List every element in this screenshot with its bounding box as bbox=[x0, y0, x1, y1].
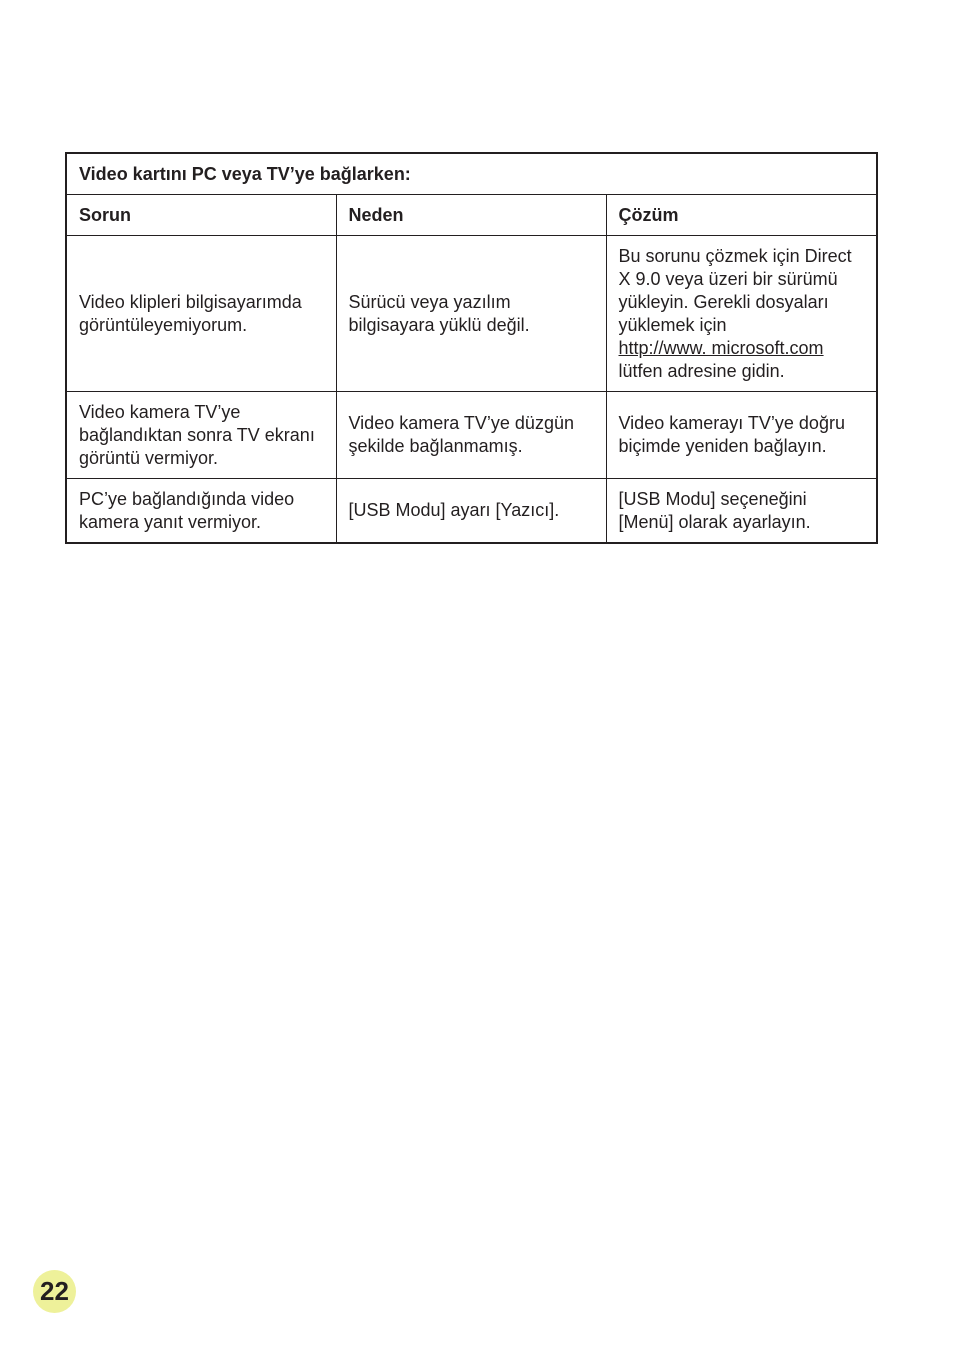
cause-cell: Video kamera TV’ye düzgün şekilde bağlanmamış. bbox=[336, 392, 606, 479]
problem-cell: Video klipleri bilgisayarımda görüntüleyemiyorum. bbox=[66, 236, 336, 392]
table-title-row bbox=[66, 153, 877, 195]
cause-cell: Sürücü veya yazılım bilgisayara yüklü değil. bbox=[336, 236, 606, 392]
solution-text: Bu sorunu çözmek için Direct X 9.0 veya üzeri bir sürümü yükleyin. Gerekli dosyaları yüklemek için bbox=[618, 245, 852, 335]
header-cause: Neden bbox=[336, 195, 606, 236]
troubleshooting-table bbox=[65, 152, 878, 544]
problem-cell: PC’ye bağlandığında video kamera yanıt vermiyor. bbox=[66, 479, 336, 544]
solution-cell: Video kamerayı TV’ye doğru biçimde yeniden bağlayın. bbox=[606, 392, 877, 479]
solution-text-after: lütfen adresine gidin. bbox=[618, 360, 785, 381]
cause-cell: [USB Modu] ayarı [Yazıcı]. bbox=[336, 479, 606, 544]
table-row bbox=[66, 479, 877, 544]
header-solution: Çözüm bbox=[606, 195, 877, 236]
table-row bbox=[66, 236, 877, 392]
microsoft-link[interactable]: http://www. microsoft.com bbox=[618, 337, 824, 358]
table-title: Video kartını PC veya TV’ye bağlarken: bbox=[66, 153, 877, 195]
problem-cell: Video kamera TV’ye bağlandıktan sonra TV ekranı görüntü vermiyor. bbox=[66, 392, 336, 479]
table-header-row bbox=[66, 195, 877, 236]
page-number: 22 bbox=[33, 1270, 76, 1313]
table-row bbox=[66, 392, 877, 479]
solution-cell: [USB Modu] seçeneğini [Menü] olarak ayarlayın. bbox=[606, 479, 877, 544]
solution-cell bbox=[606, 236, 877, 392]
header-problem: Sorun bbox=[66, 195, 336, 236]
